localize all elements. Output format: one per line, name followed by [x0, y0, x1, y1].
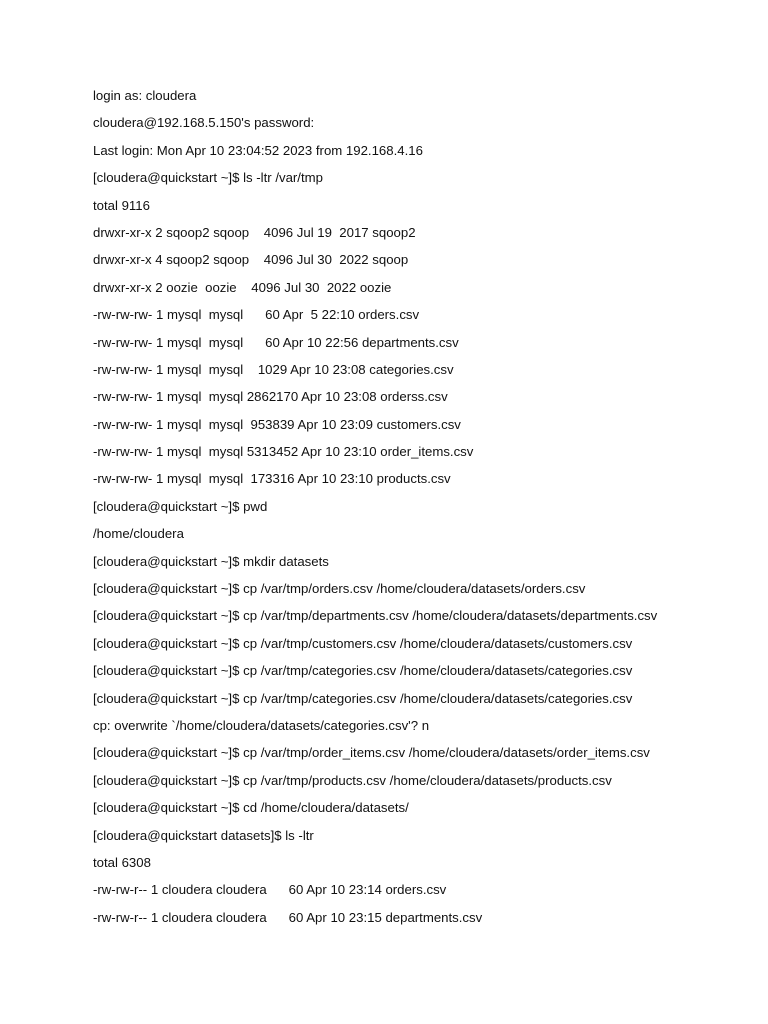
transcript-line: -rw-rw-rw- 1 mysql mysql 5313452 Apr 10 23:10 order_items.csv [93, 444, 474, 460]
transcript-line: [cloudera@quickstart ~]$ cp /var/tmp/categories.csv /home/cloudera/datasets/categories.csv [93, 690, 633, 706]
transcript-line: -rw-rw-rw- 1 mysql mysql 2862170 Apr 10 23:08 orderss.csv [93, 389, 448, 405]
transcript-line: -rw-rw-rw- 1 mysql mysql 953839 Apr 10 23:09 customers.csv [93, 416, 461, 432]
transcript-line: -rw-rw-rw- 1 mysql mysql 1029 Apr 10 23:08 categories.csv [93, 361, 454, 377]
transcript-line: drwxr-xr-x 2 sqoop2 sqoop 4096 Jul 19 2017 sqoop2 [93, 224, 416, 240]
transcript-line: [cloudera@quickstart datasets]$ ls -ltr [93, 827, 314, 843]
transcript-line: cp: overwrite `/home/cloudera/datasets/categories.csv'? n [93, 717, 430, 733]
transcript-line: [cloudera@quickstart ~]$ cp /var/tmp/products.csv /home/cloudera/datasets/products.csv [93, 772, 612, 788]
transcript-line: cloudera@192.168.5.150's password: [93, 115, 315, 131]
transcript-line: [cloudera@quickstart ~]$ cp /var/tmp/orders.csv /home/cloudera/datasets/orders.csv [93, 581, 586, 597]
transcript-line: drwxr-xr-x 2 oozie oozie 4096 Jul 30 2022 oozie [93, 279, 392, 295]
transcript-line: -rw-rw-rw- 1 mysql mysql 60 Apr 10 22:56 departments.csv [93, 334, 459, 350]
transcript-line: [cloudera@quickstart ~]$ pwd [93, 498, 268, 514]
transcript-line: [cloudera@quickstart ~]$ cp /var/tmp/customers.csv /home/cloudera/datasets/customers.csv [93, 635, 633, 651]
transcript-line: total 6308 [93, 854, 151, 870]
transcript-line: [cloudera@quickstart ~]$ cp /var/tmp/departments.csv /home/cloudera/datasets/departments.csv [93, 608, 658, 624]
transcript-line: -rw-rw-r-- 1 cloudera cloudera 60 Apr 10 23:15 departments.csv [93, 909, 483, 925]
transcript-line: -rw-rw-rw- 1 mysql mysql 60 Apr 5 22:10 orders.csv [93, 307, 420, 323]
transcript-line: [cloudera@quickstart ~]$ mkdir datasets [93, 553, 329, 569]
transcript-line: -rw-rw-rw- 1 mysql mysql 173316 Apr 10 23:10 products.csv [93, 471, 451, 487]
transcript-line: -rw-rw-r-- 1 cloudera cloudera 60 Apr 10 23:14 orders.csv [93, 882, 447, 898]
terminal-transcript [93, 86, 657, 935]
transcript-line: [cloudera@quickstart ~]$ ls -ltr /var/tmp [93, 170, 323, 186]
transcript-line: [cloudera@quickstart ~]$ cd /home/cloudera/datasets/ [93, 800, 409, 816]
transcript-line: [cloudera@quickstart ~]$ cp /var/tmp/order_items.csv /home/cloudera/datasets/order_items.csv [93, 745, 650, 761]
transcript-line: login as: cloudera [93, 88, 197, 103]
transcript-line: /home/cloudera [93, 526, 184, 542]
transcript-line: [cloudera@quickstart ~]$ cp /var/tmp/categories.csv /home/cloudera/datasets/categories.csv [93, 663, 633, 679]
transcript-line: drwxr-xr-x 4 sqoop2 sqoop 4096 Jul 30 2022 sqoop [93, 252, 409, 268]
transcript-line: total 9116 [93, 197, 150, 213]
transcript-line: Last login: Mon Apr 10 23:04:52 2023 from 192.168.4.16 [93, 142, 423, 158]
